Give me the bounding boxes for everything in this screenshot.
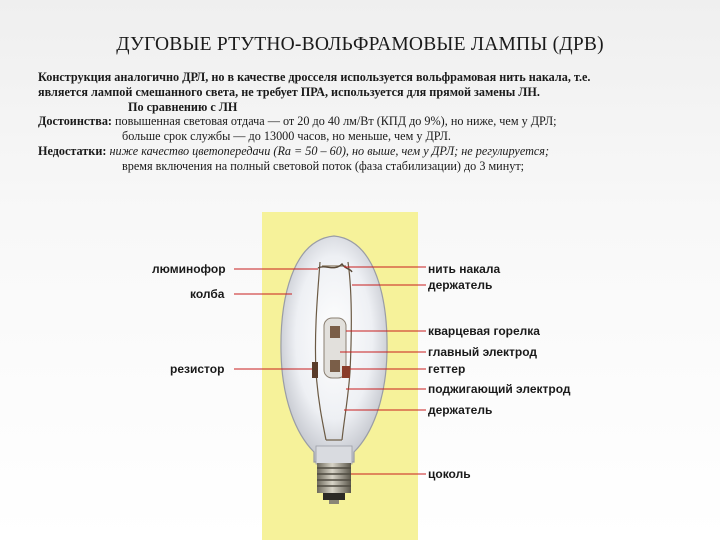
page-title: ДУГОВЫЕ РТУТНО-ВОЛЬФРАМОВЫЕ ЛАМПЫ (ДРВ) <box>116 34 604 55</box>
label-bulb: колба <box>190 287 225 301</box>
text-line-comparison: По сравнению с ЛН <box>128 99 238 114</box>
lamp-main-electrode-bottom <box>330 360 340 372</box>
disadvantages-1: ниже качество цветопередачи (Ra = 50 – 60), но выше, чем у ДРЛ; не регулируется; <box>106 143 550 158</box>
label-resistor: резистор <box>170 362 225 376</box>
label-luminophor: люминофор <box>152 262 226 276</box>
lamp-base-screw <box>317 463 351 504</box>
lamp-main-electrode-top <box>330 326 340 338</box>
advantages-label: Достоинства: <box>38 114 112 129</box>
lamp-neck <box>316 446 352 464</box>
text-line-construction: Конструкция аналогично ДРЛ, но в качестве дросселя используется вольфрамовая нить накала, т.е. <box>38 70 591 84</box>
lamp-getter <box>342 366 350 378</box>
label-ignition-electrode: поджигающий электрод <box>428 382 571 396</box>
text-line-mixed-light: является лампой смешанного света, не требует ПРА, используется для прямой замены ЛН. <box>38 84 540 99</box>
label-getter: геттер <box>428 362 466 376</box>
advantages-1: повышенная световая отдача — от 20 до 40 лм/Вт (КПД до 9%), но ниже, чем у ДРЛ; <box>111 114 557 129</box>
label-filament: нить накала <box>428 262 501 276</box>
lamp-resistor <box>312 362 318 378</box>
disadvantages-label: Недостатки: <box>38 143 107 158</box>
label-base: цоколь <box>428 467 471 481</box>
label-holder-bottom: держатель <box>428 403 493 417</box>
disadvantages-2: время включения на полный световой поток (фаза стабилизации) до 3 минут; <box>122 158 525 173</box>
label-quartz-burner: кварцевая горелка <box>428 324 540 338</box>
label-main-electrode: главный электрод <box>428 345 538 359</box>
label-holder-top: держатель <box>428 278 493 292</box>
advantages-2: больше срок службы — до 13000 часов, но меньше, чем у ДРЛ. <box>122 129 451 144</box>
